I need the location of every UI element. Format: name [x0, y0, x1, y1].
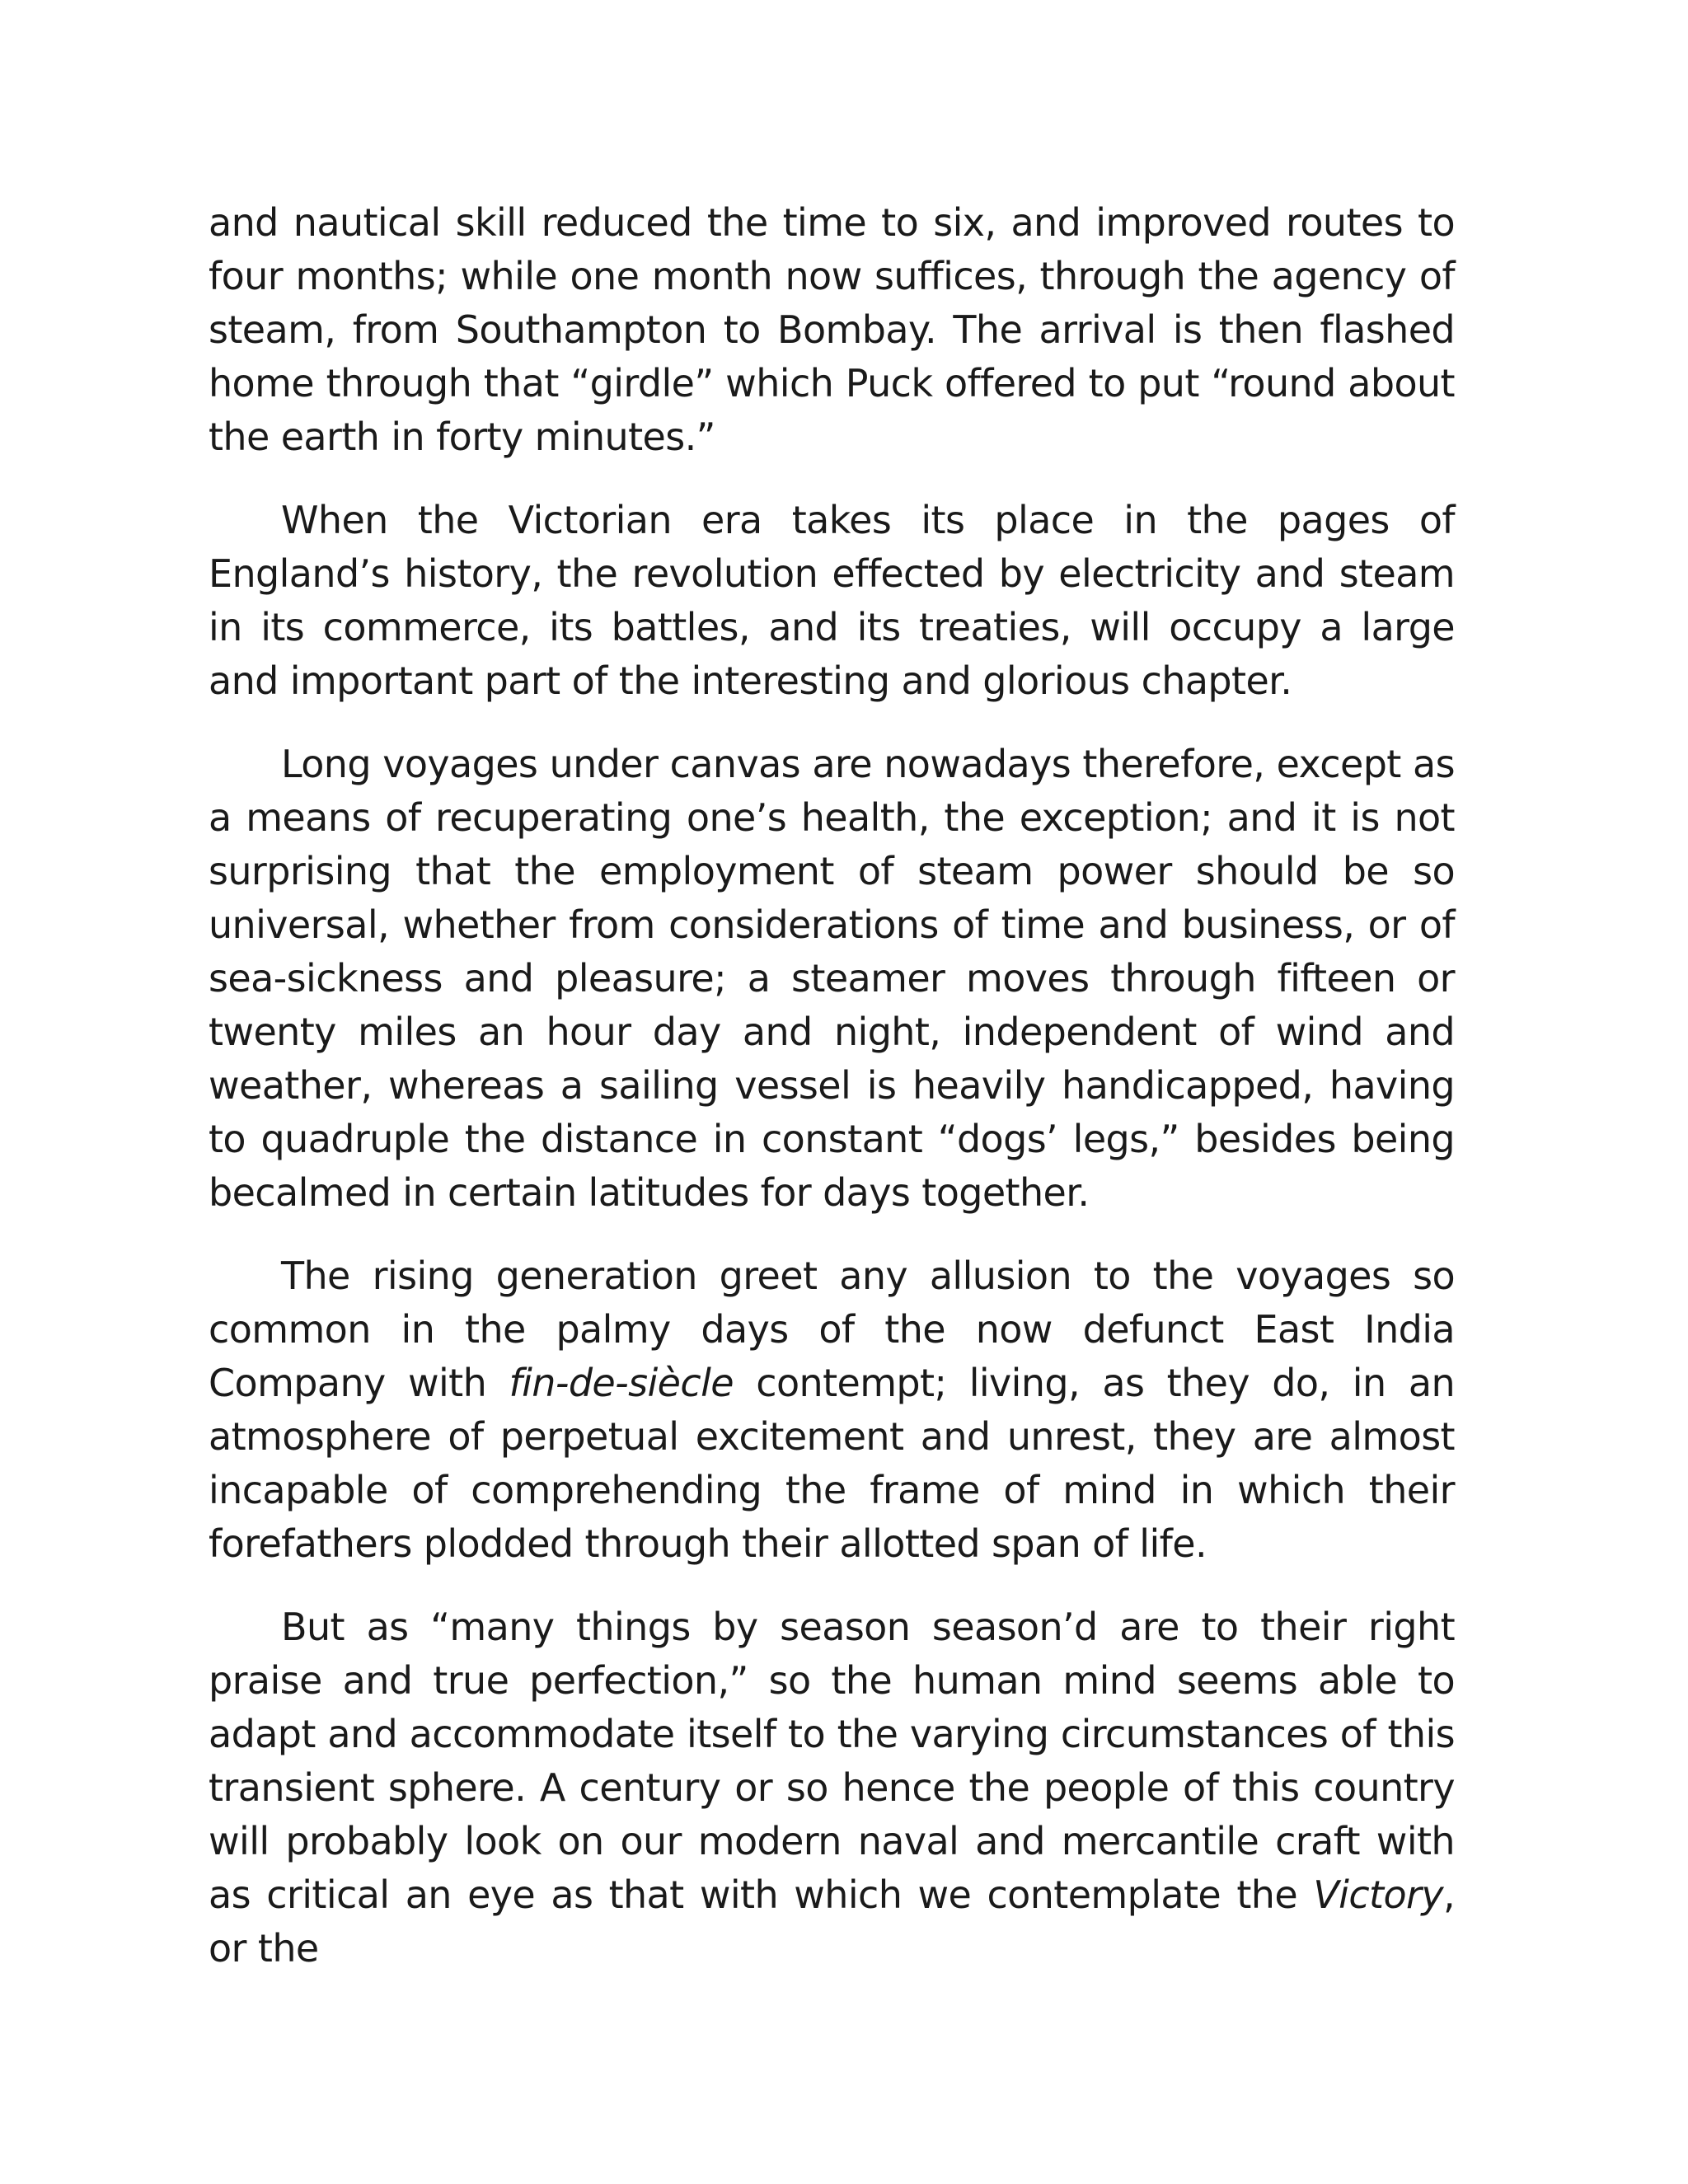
- paragraph-1: [209, 196, 1455, 464]
- paragraph-4: [209, 1249, 1455, 1571]
- paragraph-5-text-b: , or the: [209, 1872, 1455, 1971]
- paragraph-4-italic-term: fin-de-siècle: [509, 1361, 734, 1405]
- page-body: [209, 196, 1455, 2005]
- paragraph-5-italic-ship-name: Victory: [1313, 1872, 1443, 1917]
- paragraph-2-text: When the Victorian era takes its place in the pages of England’s history, the revolution effected by electricity and steam in its commerce, its battles, and its treaties, will occupy a large and important part of the interesting and glorious chapter.: [209, 498, 1455, 703]
- paragraph-5-text-a: But as “many things by season season’d are to their right praise and true perfection,” so the human mind seems able to adapt and accommodate itself to the varying circumstances of this transient sphere. A century or so hence the people of this country will probably look on our modern naval and mercantile craft with as critical an eye as that with which we contemplate the: [209, 1605, 1455, 1917]
- paragraph-3-text: Long voyages under canvas are nowadays therefore, except as a means of recuperating one’s health, the exception; and it is not surprising that the employment of steam power should be so universal, whether from considerations of time and business, or of sea-sickness and pleasure; a steamer moves through fifteen or twenty miles an hour day and night, independent of wind and weather, whereas a sailing vessel is heavily handicapped, having to quadruple the distance in constant “dogs’ legs,” besides being becalmed in certain latitudes for days together.: [209, 742, 1455, 1215]
- paragraph-4-text-a: The rising generation greet any allusion to the voyages so common in the palmy days of the now defunct East India Company with: [209, 1254, 1455, 1405]
- paragraph-2: [209, 494, 1455, 708]
- paragraph-5: [209, 1601, 1455, 1975]
- paragraph-4-text-b: contempt; living, as they do, in an atmosphere of perpetual excitement and unrest, they are almost incapable of comprehending the frame of mind in which their forefathers plodded through their allotted span of life.: [209, 1361, 1456, 1566]
- paragraph-1-text: and nautical skill reduced the time to six, and improved routes to four months; while one month now suffices, through the agency of steam, from Southampton to Bombay. The arrival is then flashed home through that “girdle” which Puck offered to put “round about the earth in forty minutes.”: [209, 200, 1455, 459]
- paragraph-3: [209, 738, 1455, 1220]
